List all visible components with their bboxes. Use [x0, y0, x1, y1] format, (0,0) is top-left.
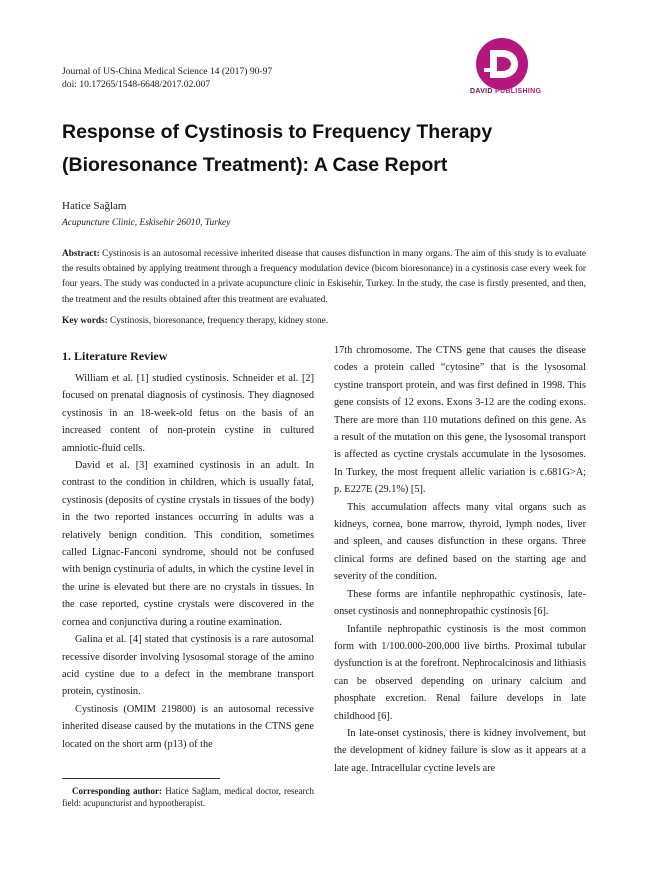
paragraph: Infantile nephropathic cystinosis is the most common form with 1/100.000-200.000 live births. Proximal tubular dysfunction is at the forefront. Nephrocalcinosis and lithiasis can be observed depending on urinary calcium and phosphate excretion. Renal failure develops in late childhood [6].: [334, 623, 586, 722]
abstract-label: Abstract:: [62, 249, 100, 259]
article-title: [62, 116, 582, 182]
paragraph: 17th chromosome. The CTNS gene that causes the disease codes a protein called “cytosine” that is the lysosomal cystine transport protein, and was first defined in 1998. This gene consists of 12 exons. Exons 3-12 are the coding exons. There are more than 110 mutations defined on this gene. As a result of the mutation on this gene, the lysosomal transport is affected as cyctine crystals accumulate in the lysosomes. In Turkey, the most frequent allelic variation is c.681G>A; p. E227E (29.1%) [5].: [334, 345, 586, 496]
paragraph: Cystinosis (OMIM 219800) is an autosomal recessive inherited disease caused by the mutations in the CTNS gene located on the short arm (p13) of the: [62, 703, 314, 750]
abstract: [62, 247, 586, 308]
left-column: [62, 342, 314, 753]
logo-word-publishing: PUBLISHING: [495, 88, 542, 95]
paragraph: This accumulation affects many vital organs such as kidneys, cornea, bone marrow, thyroid, lymph nodes, liver and spleen, and causes disfunction in these organs. Three clinical forms are defined based on the starting age and severity of the condition.: [334, 501, 586, 583]
author-name: Hatice Sağlam: [62, 200, 127, 212]
footnote-text: Hatice Sağlam, medical doctor, research field: acupuncturist and hypnotherapist.: [62, 786, 314, 808]
david-publishing-logo-icon: [476, 38, 528, 90]
abstract-text: Cystinosis is an autosomal recessive inherited disease that causes disfunction in many organs. The aim of this study is to evaluate the results obtained by applying treatment through a frequency modulation device (bicom bioresonance) in a cystinosis case every week for four years. The study was conducted in a private acupuncture clinic in Eskisehir, Turkey. In the study, the case is firstly presented, and then, the treatment and the results obtained after this treatment are evaluated.: [62, 249, 587, 305]
journal-citation: Journal of US-China Medical Science 14 (2017) 90-97: [62, 66, 273, 77]
paragraph: In late-onset cystinosis, there is kidney involvement, but the development of kidney failure is slow as it appears at a late age. Intracellular cyctine levels are: [334, 727, 586, 774]
keywords: [62, 316, 586, 326]
publisher-logo[interactable]: [470, 38, 590, 104]
paragraph: These forms are infantile nephropathic cystinosis, late-onset cystinosis and nonnephropathic cystinosis [6].: [334, 588, 586, 618]
logo-wordmark: [470, 88, 541, 95]
keywords-label: Key words:: [62, 316, 108, 326]
footnote-divider: [62, 778, 220, 779]
paragraph: David et al. [3] examined cystinosis in an adult. In contrast to the condition in children, which is usually fatal, cystinosis (deposits of cystine crystals in tissues of the body) in the two reported instances occurring in adults was a relatively benign condition. This condition, sometimes called Lignac-Fanconi syndrome, should not be confused with benign cystinuria of adults, in which the cystine level in the urine is elevated but there are no crystals in tissues. In the case reported, cystine crystals were discovered in the cornea and conjunctiva during a routine examination.: [62, 460, 314, 628]
footnote-label: Corresponding author:: [72, 786, 163, 796]
logo-word-david: DAVID: [470, 88, 493, 95]
title-line-1: Response of Cystinosis to Frequency Therapy: [62, 121, 493, 143]
corresponding-author-footnote: [62, 786, 314, 809]
paragraph: Galina et al. [4] stated that cystinosis is a rare autosomal recessive disorder involving lysosomal storage of the amino acid cystine due to a defect in the membrane transport protein, cystinosin.: [62, 634, 314, 698]
author-affiliation: Acupuncture Clinic, Eskisehir 26010, Turkey: [62, 218, 231, 228]
title-line-2: (Bioresonance Treatment): A Case Report: [62, 154, 448, 176]
keywords-text: Cystinosis, bioresonance, frequency therapy, kidney stone.: [110, 316, 329, 326]
section-heading: 1. Literature Review: [62, 349, 168, 363]
doi-link[interactable]: doi: 10.17265/1548-6648/2017.02.007: [62, 79, 211, 90]
paragraph: William et al. [1] studied cystinosis. Schneider et al. [2] focused on prenatal diagnosis of cystinosis. They diagnosed cystinosis in an 18-week-old fetus on the basis of an increased content of non-protein cystine in cultured amniotic-fluid cells.: [62, 373, 314, 454]
right-column: [334, 342, 586, 777]
